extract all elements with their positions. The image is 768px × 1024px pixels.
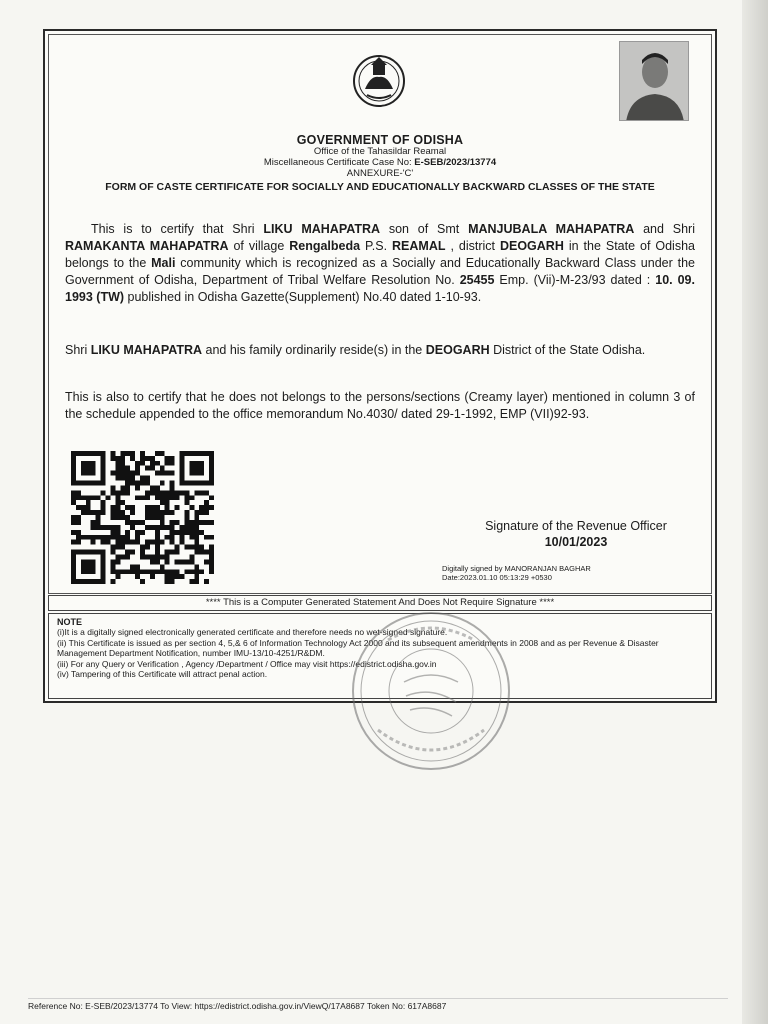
certificate-header [45, 133, 715, 193]
office-name: Office of the Tahasildar Reamal [313, 146, 447, 158]
odisha-emblem-icon [351, 51, 407, 109]
form-title: FORM OF CASTE CERTIFICATE FOR SOCIALLY AND EDUCATIONALLY BACKWARD CLASSES OF THE STATE [105, 181, 655, 194]
digital-signature-date: Date:2023.01.10 05:13:29 +0530 [442, 573, 552, 582]
office-seal-stamp [348, 610, 514, 772]
mother-name: MANJUBALA MAHAPATRA [468, 222, 635, 236]
resolution-number: 25455 [459, 273, 495, 287]
p1-text: son of Smt [380, 222, 469, 236]
computer-generated-notice: **** This is a Computer Generated Statement And Does Not Require Signature **** [48, 595, 712, 611]
note-title: NOTE [57, 617, 83, 627]
certificate-paragraph-1 [65, 221, 695, 306]
digital-signature [442, 564, 591, 582]
government-title: GOVERNMENT OF ODISHA [296, 133, 464, 147]
p1-text: P.S. [360, 239, 393, 253]
village-name: Rengalbeda [289, 239, 361, 253]
note-item: (iv) Tampering of this Certificate will attract penal action. [57, 669, 268, 680]
signature-date: 10/01/2023 [544, 535, 608, 549]
signature-block [441, 519, 711, 549]
district-name: DEOGARH [425, 343, 490, 357]
police-station: REAMAL [392, 239, 446, 253]
p1-text: , district [445, 239, 500, 253]
p1-text: community which is recognized as a Socially and Educationally Backward Class under the Government of Odisha, Department of Tribal Welfare Resolution No. [65, 256, 695, 287]
p1-text: This is to certify that Shri [91, 222, 264, 236]
digital-signer: Digitally signed by MANORANJAN BAGHAR [442, 564, 591, 573]
applicant-photo [619, 41, 689, 121]
resolution-date: 10. 09. 1993 (TW) [65, 273, 695, 304]
p2-text: District of the State Odisha. [489, 343, 646, 357]
applicant-name: LIKU MAHAPATRA [263, 222, 381, 236]
p1-text: in the State of Odisha belongs to the [65, 239, 695, 270]
note-item: (i)It is a digitally signed electronically generated certificate and therefore needs no wet-signed signature. [57, 627, 448, 638]
p1-text: of village [228, 239, 290, 253]
case-number: E-SEB/2023/13774 [414, 157, 497, 169]
p1-text: published in Odisha Gazette(Supplement) No.40 dated 1-10-93. [124, 290, 482, 304]
certificate-paragraph-2 [65, 342, 695, 359]
p2-text: Shri [65, 343, 91, 357]
note-item: (iii) For any Query or Verification , Agency /Department / Office may visit https://edistrict.odisha.gov.in [57, 658, 437, 669]
certificate-frame [43, 29, 717, 703]
p2-text: and his family ordinarily reside(s) in the [202, 343, 426, 357]
applicant-name: LIKU MAHAPATRA [90, 343, 203, 357]
annexure-label: ANNEXURE-'C' [346, 168, 414, 180]
p1-text: and Shri [634, 222, 695, 236]
father-name: RAMAKANTA MAHAPATRA [65, 239, 229, 253]
certificate-paragraph-3: This is also to certify that he does not belongs to the persons/sections (Creamy layer) mentioned in column 3 of the schedule appended to the office memorandum No.4030/ dated 29-1-1992, EMP (VII)92-93. [65, 390, 695, 421]
community-name: Mali [151, 256, 176, 270]
district-name: DEOGARH [499, 239, 564, 253]
note-item: (ii) This Certificate is issued as per section 4, 5,& 6 of Information Technology Act 2000 and its subsequent amendments in 2008 and as per Revenue & Disaster Management Department Notification, number IMU-13/10-4251/R&DM. [57, 637, 659, 659]
signature-title: Signature of the Revenue Officer [485, 519, 667, 533]
case-number-label: Miscellaneous Certificate Case No: [263, 157, 415, 169]
p1-text: Emp. (Vii)-M-23/93 dated : [494, 273, 656, 287]
verification-qr-code [71, 450, 214, 585]
page-edge [742, 0, 768, 1024]
reference-footer: Reference No: E-SEB/2023/13774 To View: https://edistrict.odisha.gov.in/ViewQ/17A8687 Token No: 617A8687 [28, 998, 728, 1011]
